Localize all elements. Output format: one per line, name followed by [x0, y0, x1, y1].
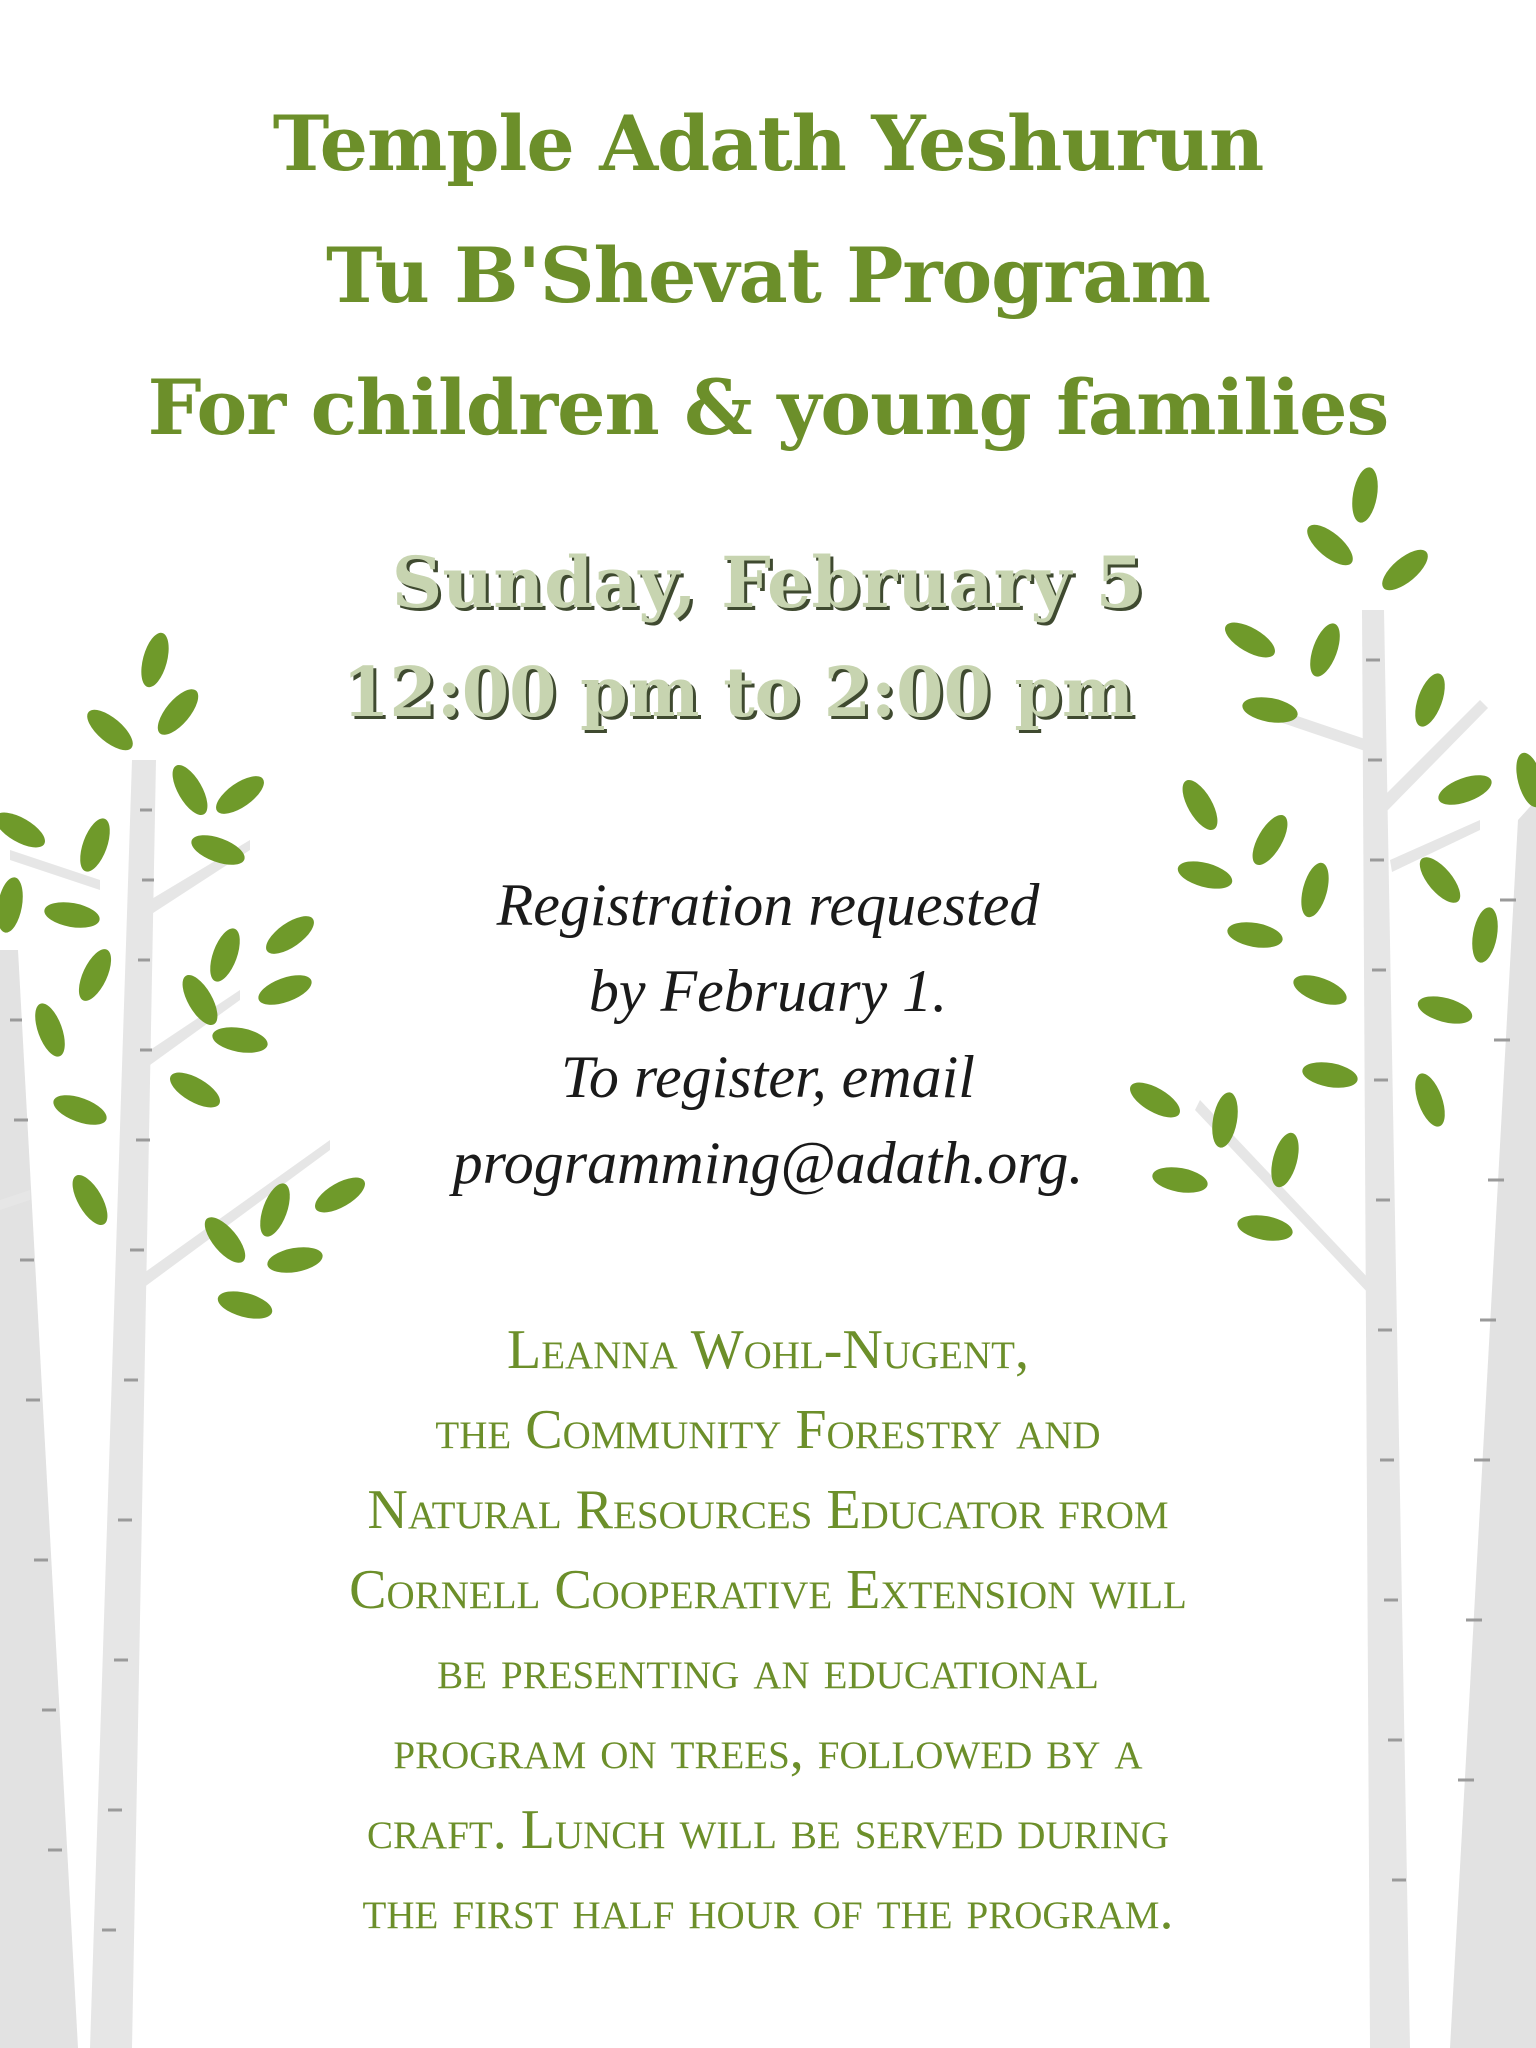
- description-line: the first half hour of the program.: [362, 1879, 1174, 1941]
- title-line-1: Temple Adath Yeshurun: [272, 99, 1264, 188]
- description-line: Cornell Cooperative Extension will: [349, 1559, 1187, 1621]
- event-time: 12:00 pm to 2:00 pm: [342, 653, 1134, 733]
- event-datetime: [0, 528, 1536, 748]
- description-line: craft. Lunch will be served during: [367, 1799, 1169, 1861]
- flyer-title: [0, 78, 1536, 474]
- event-date: Sunday, February 5: [391, 541, 1145, 624]
- registration-info: [0, 862, 1536, 1206]
- registration-email: programming@adath.org.: [452, 1130, 1084, 1196]
- description-line: be presenting an educational: [437, 1639, 1099, 1701]
- description-line: Leanna Wohl-Nugent,: [507, 1319, 1029, 1381]
- description-line: Natural Resources Educator from: [367, 1479, 1169, 1541]
- title-line-3: For children & young families: [147, 363, 1389, 452]
- program-description: [120, 1310, 1416, 1950]
- title-line-2: Tu B'Shevat Program: [326, 231, 1210, 320]
- description-line: program on trees, followed by a: [393, 1719, 1143, 1781]
- description-line: the Community Forestry and: [435, 1399, 1101, 1461]
- registration-line-3: To register, email: [561, 1044, 975, 1110]
- registration-line-1: Registration requested: [496, 872, 1040, 938]
- registration-line-2: by February 1.: [588, 958, 948, 1024]
